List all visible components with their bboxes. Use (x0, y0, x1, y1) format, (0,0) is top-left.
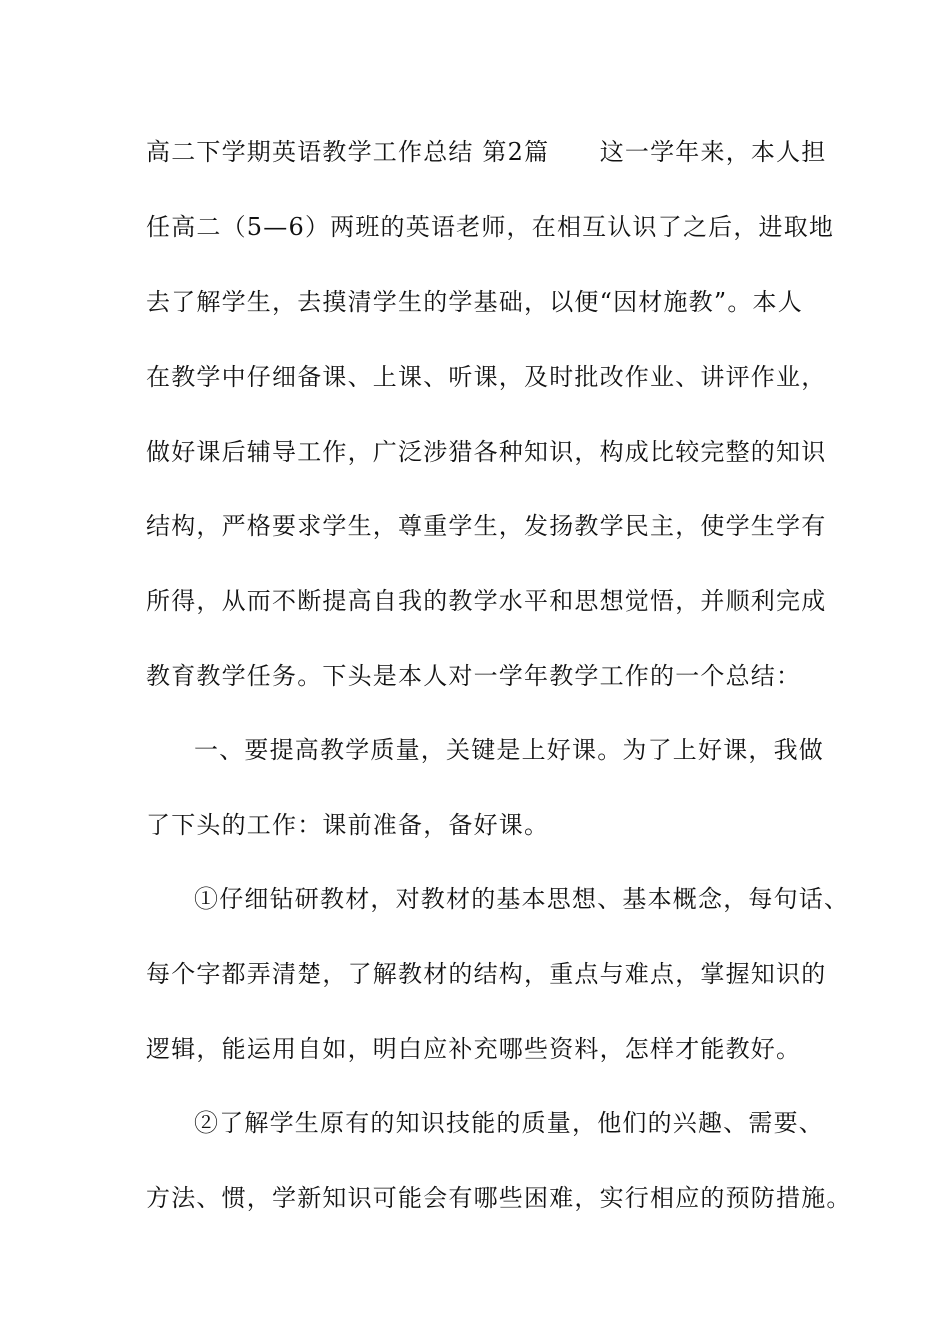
text-line: 在教学中仔细备课、上课、听课，及时批改作业、讲评作业， (146, 363, 827, 391)
text-line: 高二下学期英语教学工作总结 第2篇 这一学年来，本人担 (146, 138, 827, 166)
text-line: 一、要提高教学质量，关键是上好课。为了上好课，我做 (194, 736, 824, 764)
text-line: 任高二（5—6）两班的英语老师，在相互认识了之后，进取地 (146, 213, 835, 241)
text-line: ②了解学生原有的知识技能的质量，他们的兴趣、需要、 (194, 1109, 824, 1137)
text-line: 所得，从而不断提高自我的教学水平和思想觉悟，并顺利完成 (146, 587, 827, 615)
text-line: ①仔细钻研教材，对教材的基本思想、基本概念，每句话、 (194, 885, 850, 913)
text-line: 逻辑，能运用自如，明白应补充哪些资料，怎样才能教好。 (146, 1035, 802, 1063)
text-line: 教育教学任务。下头是本人对一学年教学工作的一个总结： (146, 662, 802, 690)
text-line: 结构，严格要求学生，尊重学生，发扬教学民主，使学生学有 (146, 512, 827, 540)
text-line: 了下头的工作：课前准备，备好课。 (146, 811, 550, 839)
text-line: 去了解学生，去摸清学生的学基础，以便“因材施教”。本人 (146, 288, 803, 316)
text-line: 每个字都弄清楚，了解教材的结构，重点与难点，掌握知识的 (146, 960, 827, 988)
text-line: 方法、惯，学新知识可能会有哪些困难，实行相应的预防措施。 (146, 1184, 852, 1212)
text-line: 做好课后辅导工作，广泛涉猎各种知识，构成比较完整的知识 (146, 438, 827, 466)
